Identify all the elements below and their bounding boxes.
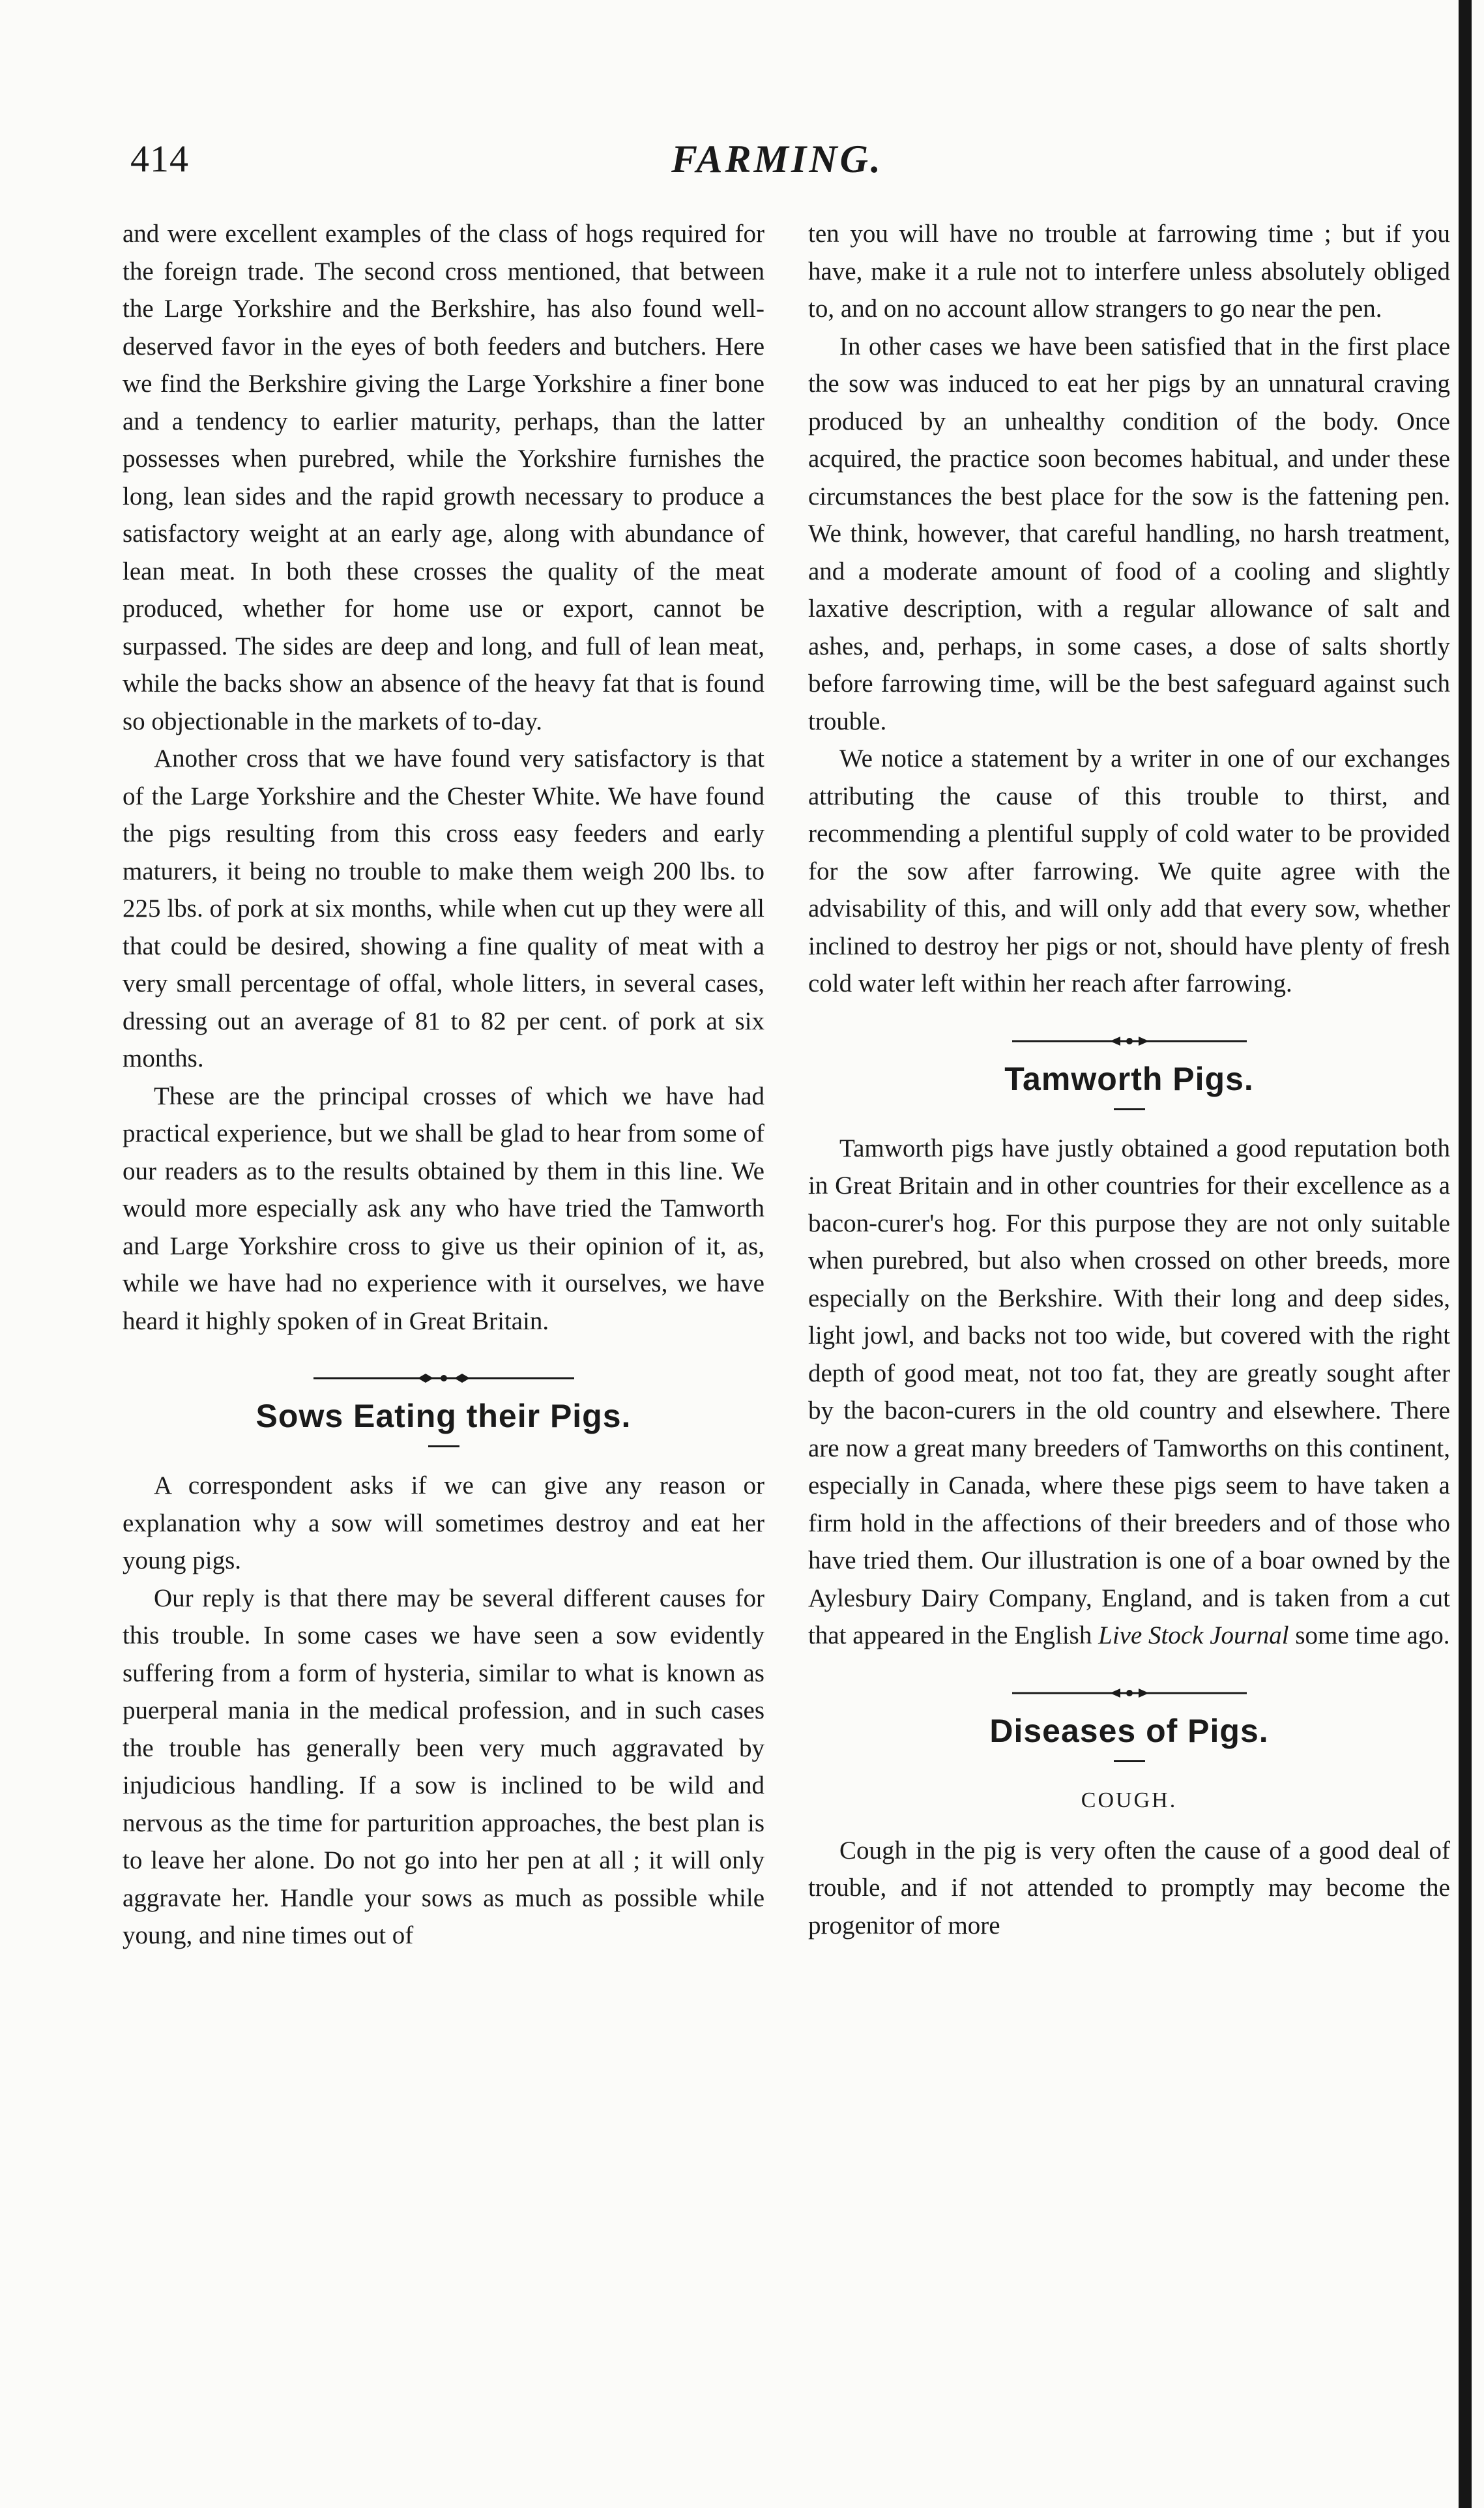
tamworth-text-after: some time ago.	[1288, 1621, 1450, 1649]
section-divider-ornament	[123, 1340, 764, 1392]
section-divider-ornament	[808, 1003, 1450, 1055]
title-dash	[1114, 1760, 1145, 1762]
tamworth-article-title: Tamworth Pigs.	[1004, 1060, 1254, 1097]
tamworth-paragraph	[808, 1130, 1450, 1655]
section-divider-ornament	[808, 1655, 1450, 1707]
right-paragraph-3: We notice a statement by a writer in one of our exchanges attributing the cause of this trouble to thirst, and recommending a plentiful supply of cold water to be provided for the sow after farrowing. We quite agree with the advisability of this, and will only add that every sow, whether inclined to destroy her pigs or not, should have plenty of fresh cold water left within her reach after farrowing.	[808, 745, 1450, 997]
left-paragraph-1: and were excellent examples of the class of hogs required for the foreign trade. The second cross mentioned, that between the Large Yorkshire and the Berkshire, has also found well-deserved favor in the eyes of both feeders and butchers. Here we find the Berkshire giving the Large Yorkshire a finer bone and a tendency to earlier maturity, perhaps, than the latter possesses when purebred, while the Yorkshire furnishes the long, lean sides and the rapid growth necessary to produce a satisfactory weight at an early age, along with abundance of lean meat. In both these crosses the quality of the meat produced, whether for home use or export, cannot be surpassed. The sides are deep and long, and full of lean meat, while the backs show an absence of the heavy fat that is found so objectionable in the markets of to-day.	[123, 220, 764, 735]
page-edge-rule	[1459, 0, 1472, 2508]
right-paragraph-1: ten you will have no trouble at farrowing time ; but if you have, make it a rule not to interfere unless absolutely obliged to, and on no account allow strangers to go near the pen.	[808, 220, 1450, 323]
sows-article-title: Sows Eating their Pigs.	[255, 1398, 632, 1434]
arrow-rule-icon	[1012, 1687, 1247, 1700]
diseases-paragraph: Cough in the pig is very often the cause of a good deal of trouble, and if not attended to promptly may become the progenitor of more	[808, 1836, 1450, 1940]
page-number: 414	[130, 138, 189, 180]
cough-subheading: COUGH.	[1081, 1788, 1178, 1812]
left-paragraph-3: These are the principal crosses of which we have had practical experience, but we shall be glad to hear from some of our readers as to the results obtained by them in this line. We would more especially ask any who have tried the Tamworth and Large Yorkshire cross to give us their opinion of it, as, while we have had no experience with it ourselves, we have heard it highly spoken of in Great Britain.	[123, 1082, 764, 1335]
right-paragraph-2: In other cases we have been satisfied that in the first place the sow was induced to eat her pigs by an unnatural craving produced by an unhealthy condition of the body. Once acquired, the practice soon becomes habitual, and under these circumstances the best place for the sow is the fattening pen. We think, however, that careful handling, no harsh treatment, and a moderate amount of food of a cooling and slightly laxative description, with a regular allowance of salt and ashes, and, perhaps, in some cases, a dose of salts shortly before farrowing time, will be the best safeguard against such trouble.	[808, 332, 1450, 735]
arrow-rule-icon	[1012, 1035, 1247, 1048]
left-paragraph-2: Another cross that we have found very satisfactory is that of the Large Yorkshire and the Chester White. We have found the pigs resulting from this cross easy feeders and early maturers, it being no trouble to make them weigh 200 lbs. to 225 lbs. of pork at six months, while when cut up they were all that could be desired, showing a fine quality of meat with a very small percentage of offal, whole litters, in several cases, dressing out an average of 81 to 82 per cent. of pork at six months.	[123, 745, 764, 1072]
title-dash	[1114, 1108, 1145, 1110]
tamworth-text-before: Tamworth pigs have justly obtained a good reputation both in Great Britain and in other countries for their excellence as a bacon-curer's hog. For this purpose they are not only suitable when purebred, but also when crossed on other breeds, more especially on the Berkshire. With their long and deep sides, light jowl, and backs not too wide, but covered with the right depth of good meat, not too fat, they are greatly sought after by the bacon-curers in the old country and elsewhere. There are now a great many breeders of Tamworths on this continent, especially in Canada, where these pigs seem to have taken a firm hold in the affections of their breeders and of those who have tried them. Our illustration is one of a boar owned by the Aylesbury Dairy Company, England, and is taken from a cut that appeared in the English	[808, 1134, 1450, 1649]
diamond-rule-icon	[313, 1372, 574, 1385]
journal-name: Live Stock Journal	[1098, 1621, 1289, 1649]
right-column	[808, 215, 1450, 1944]
left-column	[123, 215, 764, 1955]
title-dash	[428, 1445, 459, 1447]
sows-paragraph-1: A correspondent asks if we can give any reason or explanation why a sow will sometimes destroy and eat her young pigs.	[123, 1471, 764, 1574]
running-title: FARMING.	[671, 138, 883, 181]
sows-paragraph-2: Our reply is that there may be several different causes for this trouble. In some cases we have seen a sow evidently suffering from a form of hysteria, similar to what is known as puerperal mania in the medical profession, and in such cases the trouble has generally been very much aggravated by injudicious handling. If a sow is inclined to be wild and nervous as the time for parturition approaches, the best plan is to leave her alone. Do not go into her pen at all ; it will only aggravate her. Handle your sows as much as possible while young, and nine times out of	[123, 1584, 764, 1949]
diseases-article-title: Diseases of Pigs.	[989, 1712, 1269, 1749]
